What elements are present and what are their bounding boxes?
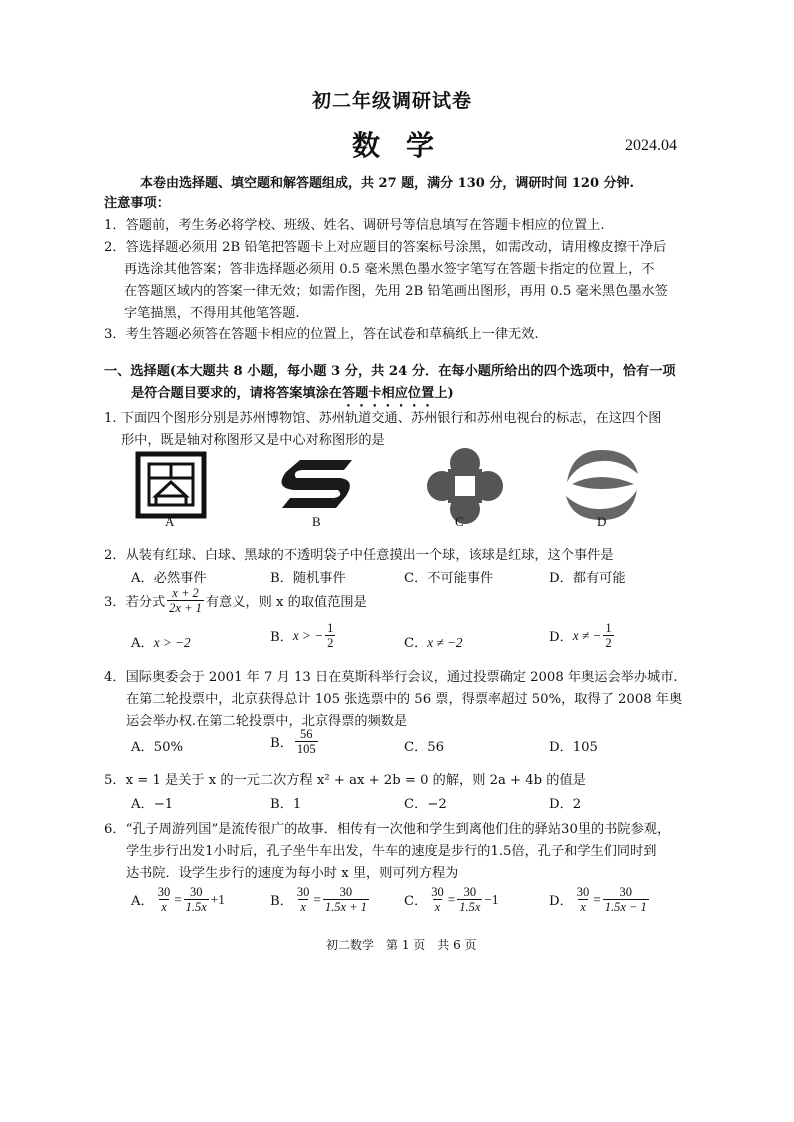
section-heading: 一、选择题(本大题共 8 小题，每小题 3 分，共 24 分．在每小题所给出的四个选项中，恰有一项 — [104, 364, 676, 379]
q6-stem: 学生步行出发1小时后，孔子坐牛车出发，牛车的速度是步行的1.5倍，孔子和学生们同时到 — [126, 844, 657, 859]
q1-stem: 形中，既是轴对称图形又是中心对称图形的是 — [121, 433, 385, 448]
q1-label-c: C — [455, 514, 464, 529]
q6-option-c — [404, 885, 498, 915]
notes-heading: 注意事项： — [104, 196, 170, 211]
q4-option-b — [270, 727, 320, 757]
q5-option-c: C．−2 — [404, 797, 447, 812]
q3-fraction — [167, 586, 204, 616]
q6-stem: 6．“孔子周游列国”是流传很广的故事．相传有一次他和学生到离他们住的驿站30里的书院参观， — [104, 822, 671, 837]
q3-option-label: A． — [131, 636, 154, 651]
q1-figures — [0, 444, 794, 534]
q6-rhs-frac — [603, 885, 649, 915]
q6-lhs-frac — [429, 885, 446, 915]
frac-num: 30 — [463, 885, 477, 899]
q3-option-b-frac — [325, 621, 335, 651]
q6-option-d — [549, 885, 651, 915]
q2-option-d: D．都有可能 — [549, 571, 626, 586]
q6-rhs-frac — [184, 885, 209, 915]
q6-tail: +1 — [210, 891, 225, 907]
q4-stem: 4．国际奥委会于 2001 年 7 月 13 日在莫斯科举行会议，通过投票确定 2008 年奥运会举办城市. — [104, 670, 678, 685]
note-line: 在答题区域内的答案一律无效；如需作图，先用 2B 铅笔画出图形，再用 0.5 毫米黑色墨水签 — [124, 284, 668, 299]
section-heading-part: 上) — [434, 386, 454, 401]
q5-option-a: A．−1 — [131, 797, 174, 812]
q1-label-a: A — [165, 514, 175, 529]
note-line: 2．答选择题必须用 2B 铅笔把答题卡上对应题目的答案标号涂黑，如需改动，请用橡皮擦干净后 — [104, 240, 667, 255]
q3-option-label: D． — [549, 630, 573, 646]
q4-option-d: D．105 — [549, 740, 598, 755]
q3-option-d — [549, 621, 616, 651]
frac-den: 105 — [296, 742, 316, 757]
page-footer: 初二数学 第 1 页 共 6 页 — [326, 938, 477, 952]
q4-option-a: A．50% — [131, 740, 184, 755]
logo-d-icon — [566, 450, 638, 520]
frac-num: 1 — [605, 621, 612, 635]
frac-num: 30 — [190, 885, 203, 899]
q3-option-b — [270, 621, 337, 651]
q5-stem-text: x = 1 是关于 x 的一元二次方程 x² + ax + 2b = 0 的解，则 2a + 4b 的值是 — [125, 773, 586, 788]
frac-den: x — [434, 900, 441, 915]
q6-tail: −1 — [484, 891, 499, 907]
q6-option-label: C． — [404, 894, 428, 910]
frac-num: 30 — [431, 885, 444, 899]
q3-option-a — [131, 632, 191, 651]
equals-sign: = — [447, 891, 456, 907]
q6-option-a — [131, 885, 225, 915]
equals-sign: = — [174, 891, 182, 907]
section-heading-cont — [131, 382, 454, 410]
q3-option-expr: x > − — [292, 627, 324, 643]
exam-title: 初二年级调研试卷 — [312, 90, 473, 112]
q4-stem: 运会举办权.在第二轮投票中，北京得票的频数是 — [126, 714, 408, 729]
equals-sign: = — [313, 891, 321, 907]
q1-label-b: B — [312, 514, 321, 529]
q2-option-b: B．随机事件 — [270, 571, 346, 586]
note-line: 3．考生答题必须答在答题卡相应的位置上，答在试卷和草稿纸上一律无效. — [104, 327, 539, 342]
frac-num: 30 — [339, 885, 353, 899]
q3-frac-num: x + 2 — [172, 586, 199, 600]
exam-intro: 本卷由选择题、填空题和解答题组成，共 27 题，满分 130 分，调研时间 120 分钟. — [140, 176, 635, 191]
frac-num: 30 — [157, 885, 171, 899]
q3-option-expr: x ≠ −2 — [427, 635, 463, 650]
note-line: 字笔描黑，不得用其他笔答题. — [124, 306, 300, 321]
q3-option-c — [404, 632, 462, 651]
subject-title: 数学 — [352, 129, 461, 162]
frac-den: 1.5x − 1 — [604, 900, 647, 915]
q4-option-label: B． — [270, 736, 293, 752]
q3-stem-pre: 3．若分式 — [104, 595, 166, 611]
frac-num: 30 — [619, 885, 632, 899]
q6-rhs-frac — [457, 885, 482, 915]
equals-sign: = — [593, 891, 601, 907]
logo-a-icon — [138, 454, 204, 516]
frac-num: 56 — [300, 727, 313, 741]
logo-b-icon — [282, 460, 353, 508]
note-line: 1．答题前，考生务必将学校、班级、姓名、调研号等信息填写在答题卡相应的位置上. — [104, 218, 605, 233]
frac-den: 1.5x — [459, 900, 481, 915]
frac-num: 1 — [327, 621, 334, 635]
q3-stem — [104, 586, 367, 616]
frac-den: 2 — [605, 636, 612, 651]
q3-option-expr: x > −2 — [153, 635, 191, 650]
q2-option-c: C．不可能事件 — [404, 571, 494, 586]
q6-option-label: A． — [131, 894, 154, 910]
q3-option-expr: x ≠ − — [572, 627, 602, 643]
q6-lhs-frac — [156, 885, 173, 915]
note-line: 再选涂其他答案；答非选择题必须用 0.5 毫米黑色墨水签字笔写在答题卡指定的位置上，不 — [124, 262, 655, 277]
q5-stem — [104, 769, 586, 788]
q6-lhs-frac — [295, 885, 312, 915]
section-heading-part: 是符合题目要求的，请将答案填涂在 — [131, 386, 342, 401]
frac-den: x — [300, 900, 306, 915]
exam-date: 2024.04 — [625, 137, 677, 154]
frac-num: 30 — [296, 885, 310, 899]
q3-option-label: C． — [404, 636, 428, 651]
frac-den: 1.5x + 1 — [324, 900, 367, 915]
frac-den: x — [580, 900, 586, 915]
logo-c-icon — [427, 448, 503, 524]
section-heading-emphasis: 答题卡相应位置 — [342, 386, 435, 401]
q3-frac-den: 2x + 1 — [169, 601, 202, 616]
q4-option-c: C．56 — [404, 740, 445, 755]
q5-option-d: D．2 — [549, 797, 582, 812]
q4-stem: 在第二轮投票中，北京获得总计 105 张选票中的 56 票，得票率超过 50%，取得了 2008 年奥 — [126, 692, 683, 707]
q2-option-a: A．必然事件 — [131, 571, 207, 586]
q6-rhs-frac — [323, 885, 369, 915]
q5-option-b: B．1 — [270, 797, 302, 812]
frac-den: x — [161, 900, 167, 915]
frac-den: 1.5x — [185, 900, 207, 915]
q6-stem: 达书院．设学生步行的速度为每小时 x 里，则可列方程为 — [126, 866, 459, 881]
q1-label-d: D — [597, 514, 607, 529]
q6-option-label: D． — [549, 894, 573, 910]
q3-option-d-frac — [603, 621, 613, 651]
q3-option-label: B． — [270, 630, 293, 646]
q3-stem-post: 有意义，则 x 的取值范围是 — [205, 595, 367, 611]
q1-stem: 1. 下面四个图形分别是苏州博物馆、苏州轨道交通、苏州银行和苏州电视台的标志，在这四个图 — [104, 411, 662, 426]
frac-num: 30 — [576, 885, 590, 899]
frac-den: 2 — [327, 636, 334, 651]
q6-option-b — [270, 885, 371, 915]
q4-option-b-frac — [295, 727, 318, 757]
q6-option-label: B． — [270, 894, 293, 910]
q5-number: 5． — [104, 773, 126, 788]
q2-stem: 2．从装有红球、白球、黑球的不透明袋子中任意摸出一个球，该球是红球，这个事件是 — [104, 548, 614, 563]
q6-lhs-frac — [575, 885, 592, 915]
